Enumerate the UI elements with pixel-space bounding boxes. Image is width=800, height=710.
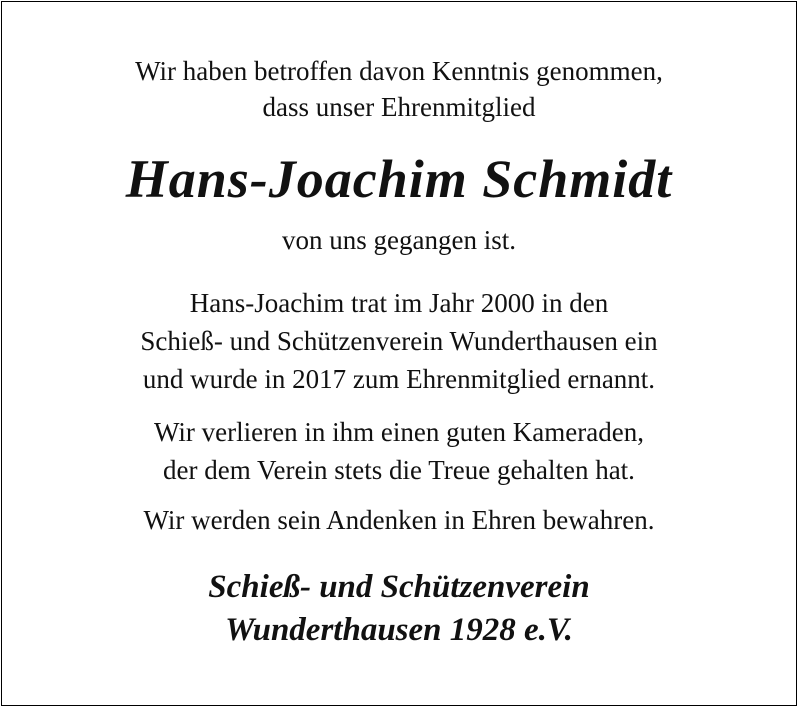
- membership-line-3: und wurde in 2017 zum Ehrenmitglied ernannt.: [142, 364, 656, 394]
- intro-line-1: Wir haben betroffen davon Kenntnis genommen,: [135, 56, 663, 86]
- obituary-notice: [1, 1, 797, 706]
- tribute-line-2: der dem Verein stets die Treue gehalten hat.: [163, 455, 635, 485]
- remembrance-line: Wir werden sein Andenken in Ehren bewahren.: [143, 505, 655, 535]
- club-signature-line-1: Schieß- und Schützenverein: [208, 569, 590, 605]
- intro-line-2: dass unser Ehrenmitglied: [262, 92, 536, 122]
- passing-line: von uns gegangen ist.: [282, 225, 516, 255]
- membership-line-2: Schieß- und Schützenverein Wunderthausen ein: [140, 326, 658, 356]
- membership-line-1: Hans-Joachim trat im Jahr 2000 in den: [189, 288, 609, 318]
- club-signature-line-2: Wunderthausen 1928 e.V.: [225, 612, 573, 648]
- tribute-line-1: Wir verlieren in ihm einen guten Kameraden,: [154, 417, 644, 447]
- deceased-name: Hans-Joachim Schmidt: [125, 149, 673, 209]
